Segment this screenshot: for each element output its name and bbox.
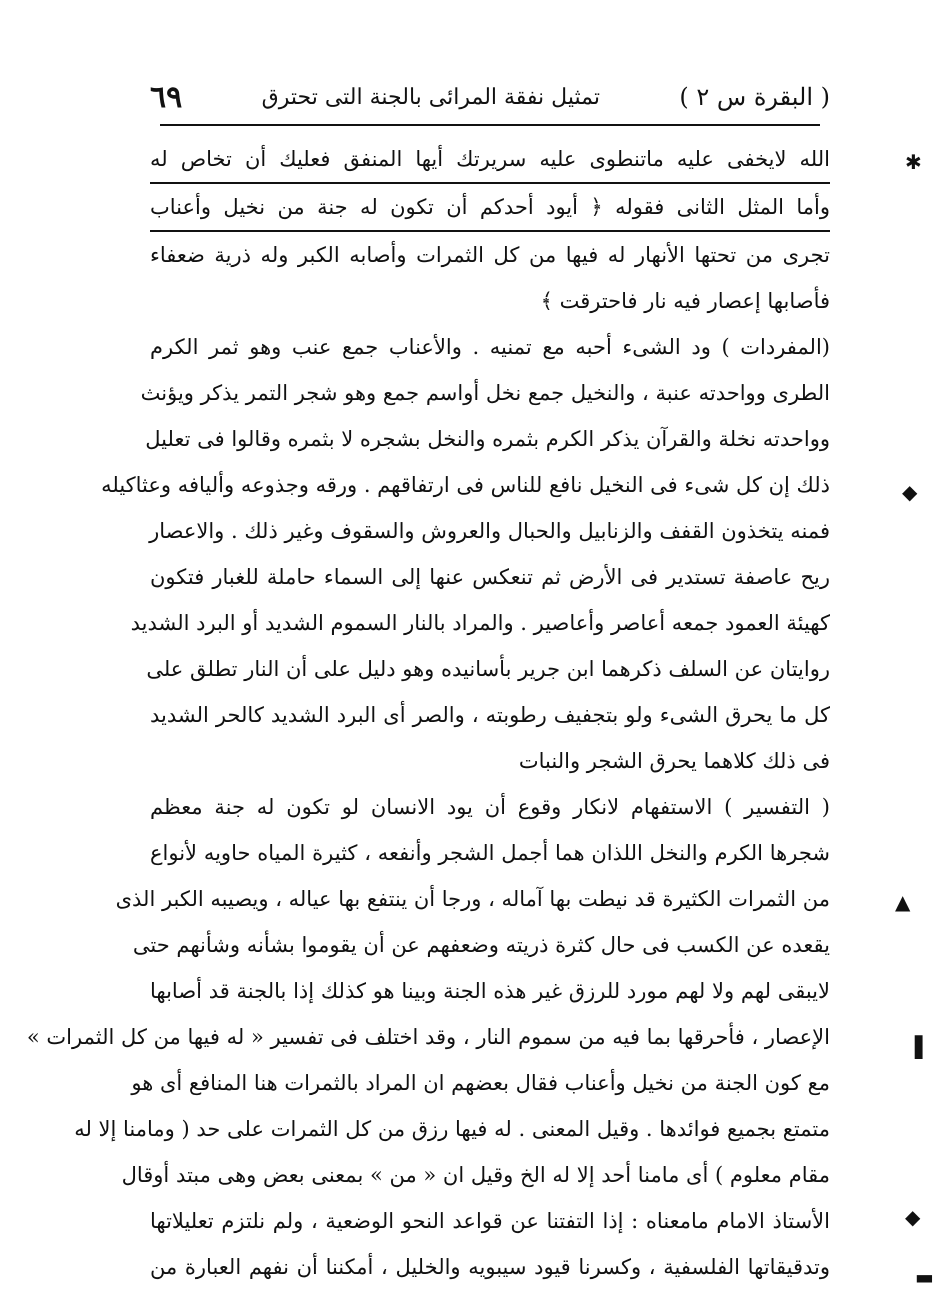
- scan-mark-icon: ◆: [905, 1205, 921, 1229]
- text-line: وتدقيقاتها الفلسفية ، وكسرنا قيود سيبويه والخليل ، أمكننا أن نفهم العبارة من: [150, 1255, 830, 1279]
- text-line: لايبقى لهم ولا لهم مورد للرزق غير هذه الجنة وبينا هو كذلك إذا بالجنة قد أصابها: [150, 979, 830, 1003]
- text-line: الإعصار ، فأحرقها بما فيه من سموم النار ، وقد اختلف فى تفسير « له فيها من كل الثمرات »: [26, 1025, 830, 1049]
- header-title: تمثيل نفقة المرائى بالجنة التى تحترق: [261, 84, 600, 110]
- verse-line: فأصابها إعصار فيه نار فاحترقت ﴾: [540, 289, 830, 313]
- text-line: الطرى وواحدته عنبة ، والنخيل جمع نخل أواسم جمع وهو شجر التمر يذكر ويؤنث: [140, 381, 830, 405]
- body-text: [26, 136, 831, 1290]
- verse-line: وأما المثل الثانى فقوله ﴿ أيود أحدكم أن تكون له جنة من نخيل وأعناب: [150, 184, 830, 232]
- text-line: كل ما يحرق الشىء ولو بتجفيف رطوبته ، والصر أى البرد الشديد كالحر الشديد: [150, 703, 830, 727]
- text-line: ذلك إن كل شىء فى النخيل نافع للناس فى ارتفاقهم . ورقه وجذوعه وأليافه وعثاكيله: [101, 473, 830, 497]
- text-line: شجرها الكرم والنخل اللذان هما أجمل الشجر وأنفعه ، كثيرة المياه حاويه لأنواع: [150, 841, 830, 865]
- page-number: ٦٩: [150, 79, 183, 115]
- text-line: كهيئة العمود جمعه أعاصر وأعاصير . والمراد بالنار السموم الشديد أو البرد الشديد: [130, 611, 830, 635]
- text-line: مقام معلوم ) أى مامنا أحد إلا له الخ وقيل ان « من » بمعنى بعض وهى مبتد أوقال: [121, 1163, 830, 1187]
- text-line: وواحدته نخلة والقرآن يذكر الكرم بثمره والنخل بشجره لا بثمره وقالوا فى تعليل: [145, 427, 830, 451]
- text-line: الله لايخفى عليه ماتنطوى عليه سريرتك أيها المنفق فعليك أن تخاص له: [150, 136, 830, 184]
- scan-mark-icon: ◆: [902, 480, 918, 504]
- text-line: متمتع بجميع فوائدها . وقيل المعنى . له فيها رزق من كل الثمرات على حد ( ومامنا إلا له: [74, 1117, 830, 1141]
- text-line: ( التفسير ) الاستفهام لانكار وقوع أن يود الانسان لو تكون له جنة معظم: [150, 795, 831, 819]
- scan-mark-icon: ▲: [895, 890, 911, 914]
- text-line: من الثمرات الكثيرة قد نيطت بها آماله ، ورجا أن ينتفع بها عياله ، ويصيبه الكبر الذى: [115, 887, 830, 911]
- scan-mark-icon: ✱: [905, 150, 922, 174]
- header-surah: ( البقرة س ٢ ): [679, 83, 830, 111]
- text-line: الأستاذ الامام مامعناه : إذا التفتنا عن قواعد النحو الوضعية ، ولم نلتزم تعليلاتها: [150, 1209, 830, 1233]
- text-line: روايتان عن السلف ذكرهما ابن جرير بأسانيده وهو دليل على أن النار تطلق على: [146, 657, 830, 681]
- text-line: (المفردات ) ود الشىء أحبه مع تمنيه . والأعناب جمع عنب وهو ثمر الكرم: [150, 335, 830, 359]
- header-rule: [160, 124, 820, 126]
- verse-line: تجرى من تحتها الأنهار له فيها من كل الثمرات وأصابه الكبر وله ذرية ضعفاء: [150, 243, 830, 267]
- page-header: [150, 72, 830, 122]
- scan-mark-icon: ▬: [915, 1265, 934, 1289]
- text-line: فمنه يتخذون القفف والزنابيل والحبال والعروش والسقوف وغير ذلك . والاعصار: [149, 519, 830, 543]
- text-line: يقعده عن الكسب فى حال كثرة ذريته وضعفهم عن أن يقوموا بشأنه وشأنهم حتى: [132, 933, 830, 957]
- text-line: فى ذلك كلاهما يحرق الشجر والنبات: [518, 749, 830, 773]
- scan-mark-icon: ▌: [915, 1035, 931, 1059]
- text-line: مع كون الجنة من نخيل وأعناب فقال بعضهم ان المراد بالثمرات هنا المنافع أى هو: [131, 1071, 830, 1095]
- text-line: ريح عاصفة تستدير فى الأرض ثم تنعكس عنها إلى السماء حاملة للغبار فتكون: [150, 565, 830, 589]
